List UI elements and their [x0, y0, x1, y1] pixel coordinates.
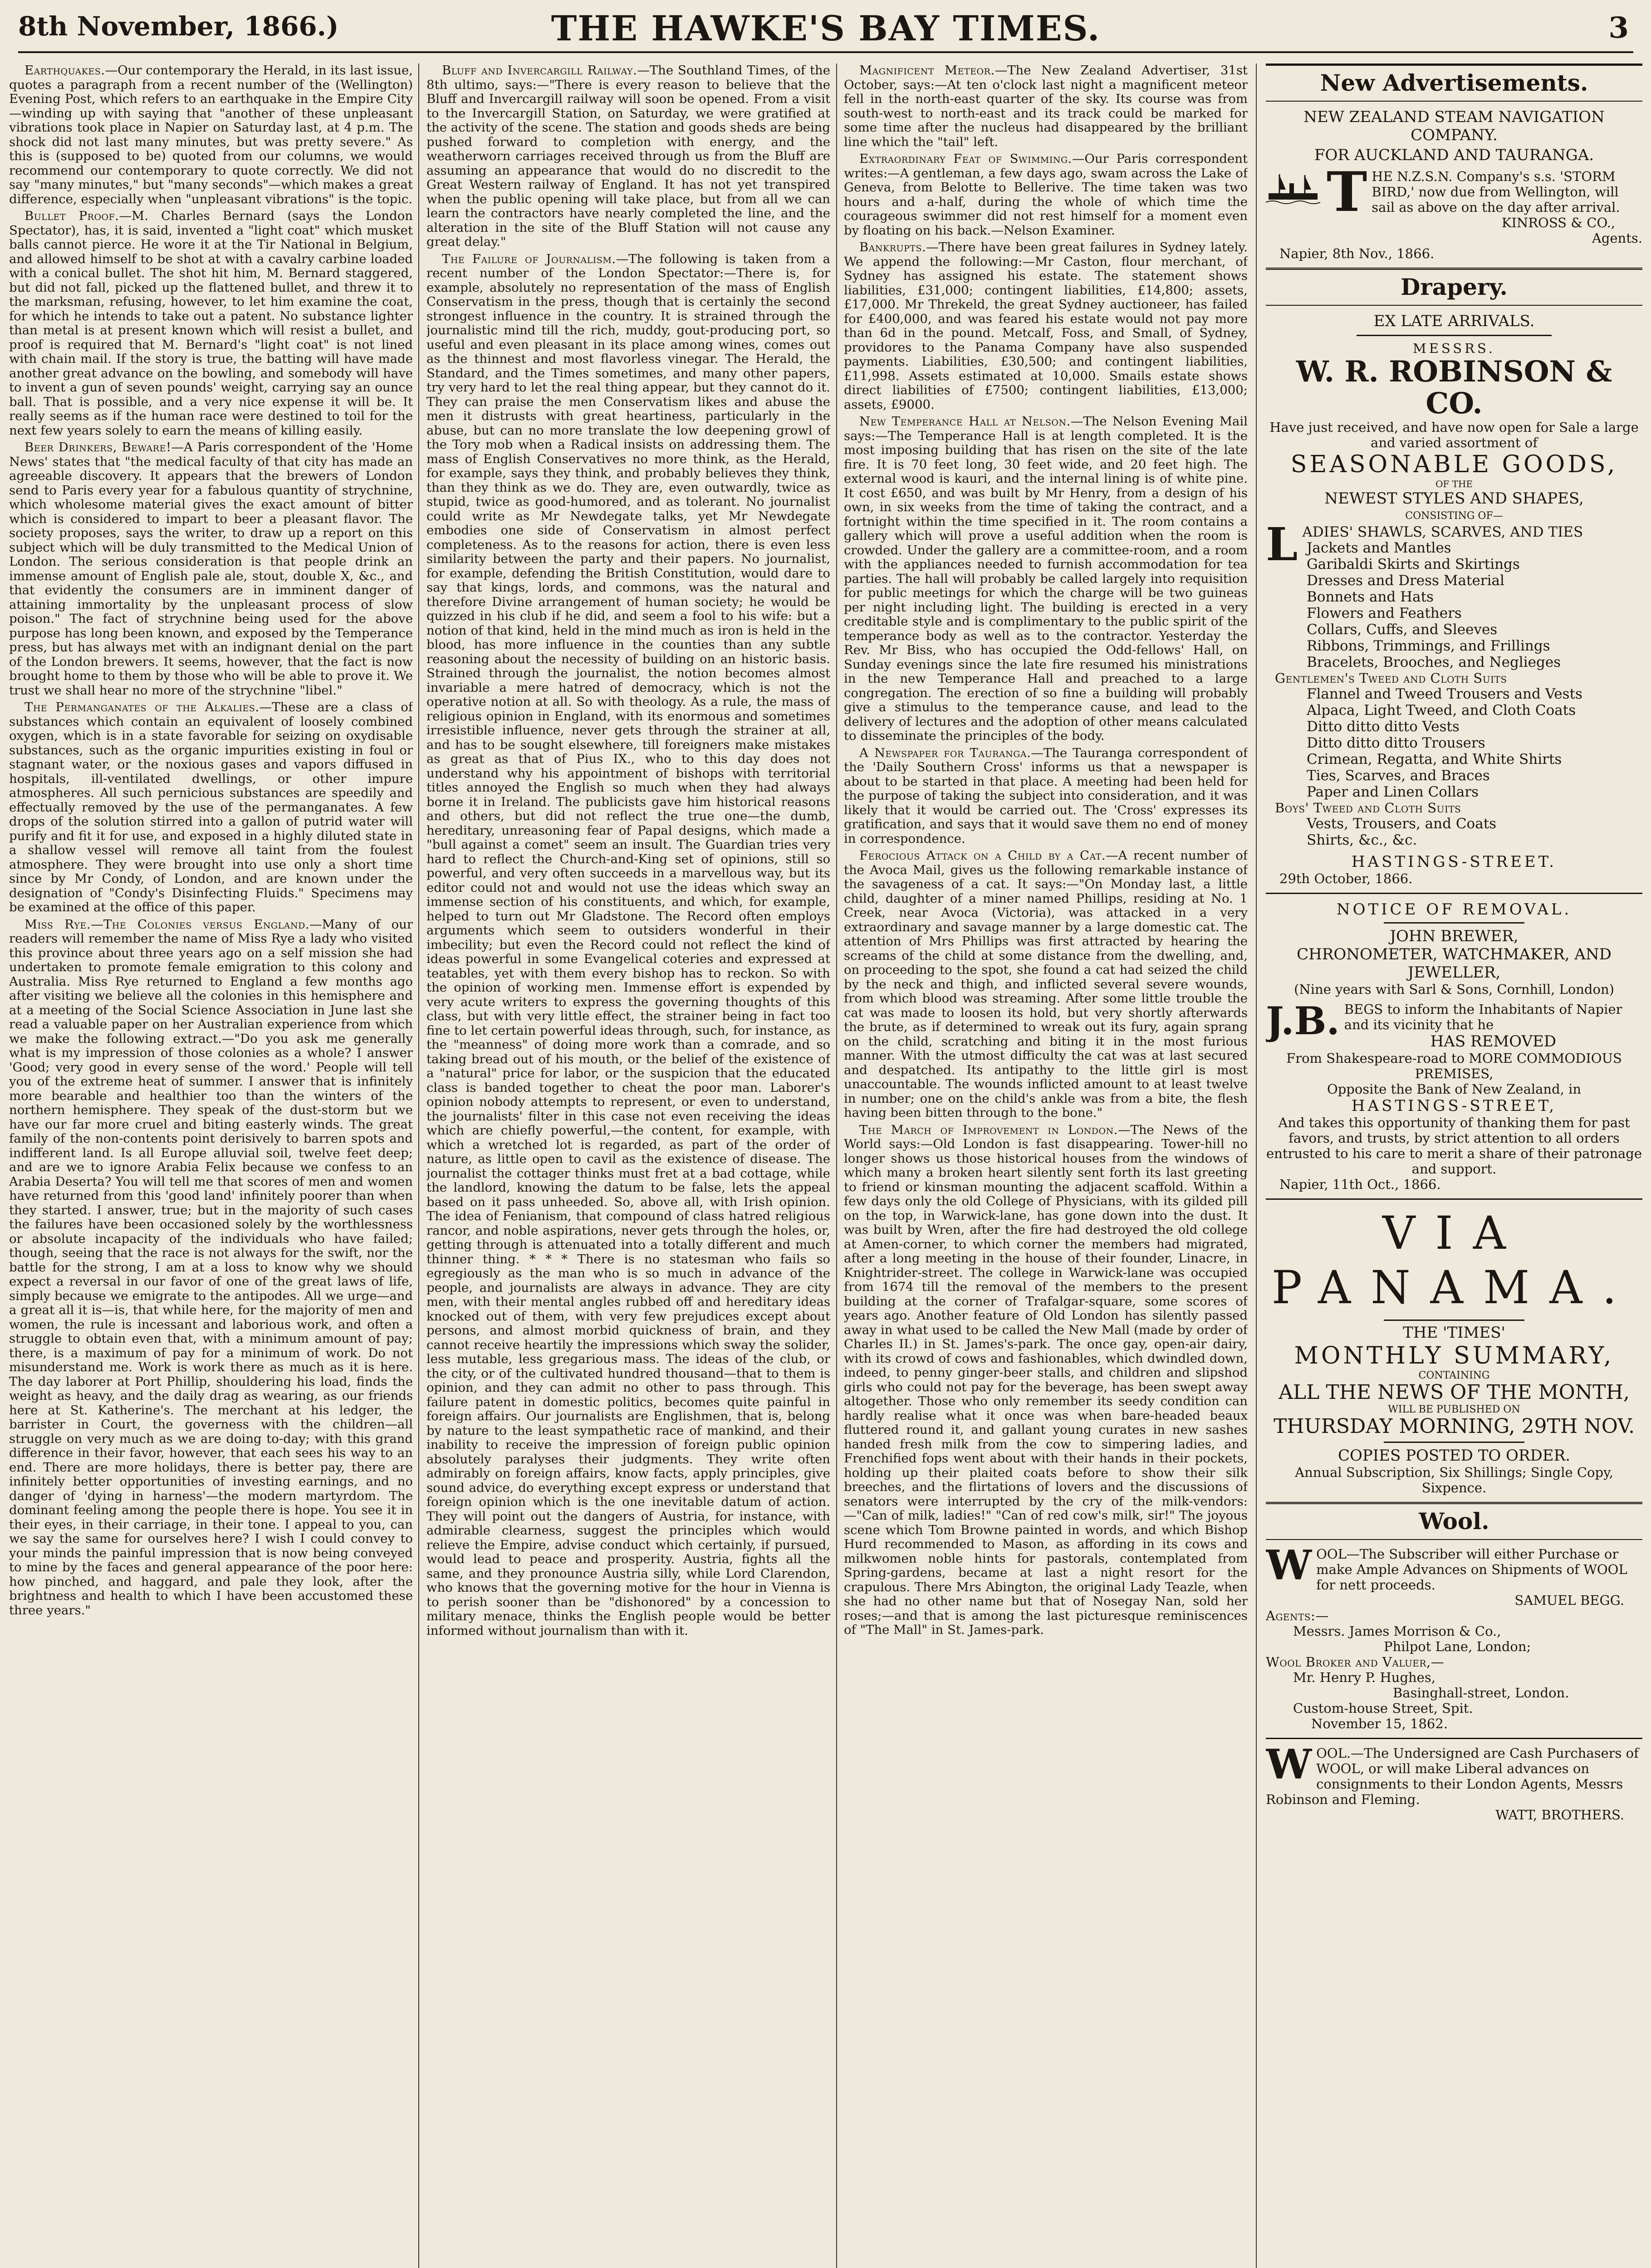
- ad-text: OOL.—The Undersigned are Cash Purchasers of WOOL, or will make Liberal advances on consignments to their London Agents, Messrs Robinson and Fleming.: [1266, 1745, 1639, 1807]
- article-heading: Extraordinary Feat of Swimming.: [859, 152, 1072, 166]
- drop-cap: W: [1266, 1541, 1312, 1589]
- drapery-list-gentlemen: [1266, 686, 1642, 800]
- ad-line: Messrs. James Morrison & Co.,: [1293, 1623, 1501, 1639]
- divider: [1266, 893, 1642, 894]
- ad-date: November 15, 1862.: [1311, 1716, 1448, 1731]
- ad-line: ALL THE NEWS OF THE MONTH,: [1279, 1381, 1630, 1404]
- ad-date: 29th October, 1866.: [1279, 871, 1413, 886]
- article: [844, 746, 1248, 846]
- list-item: Jackets and Mantles: [1307, 540, 1451, 556]
- article: [426, 64, 830, 249]
- ad-title: NOTICE OF REMOVAL.: [1336, 900, 1572, 919]
- advertisements-column: [1266, 64, 1642, 2268]
- ad-line: Agents:—: [1266, 1608, 1329, 1623]
- steam-navigation-ad: [1266, 108, 1642, 261]
- article-heading: Beer Drinkers, Beware!: [24, 440, 171, 455]
- news-column-1: [9, 64, 413, 2268]
- ad-signature: SAMUEL BEGG.: [1514, 1593, 1624, 1608]
- list-item: Ditto ditto ditto Vests: [1307, 719, 1460, 735]
- ad-line: Philpot Lane, London;: [1384, 1639, 1531, 1654]
- section-header-drapery: Drapery.: [1266, 268, 1642, 306]
- article-body: —There have been great failures in Sydney lately. We append the following:—Mr Caston, flour merchant, of Sydney has assigned his estate. The statement shows liabilities, £31,000; contingent liabilities, £14,800; assets, £17,000. Mr Threkeld, the great Sydney auctioneer, has failed for £400,000, and was feared his estate would not pay more than 6d in the pound. Metcalf, Foss, and Small, of Sydney, providores to the Panama Company have also suspended payments. Liabilities, £30,500; and contingent liabilities, £11,998. Assets estimated at 10,000. Smails estate shows direct liabilities of £7500; contingent liabilities, £13,000; assets, £9000.: [844, 240, 1248, 412]
- ad-date: Napier, 8th Nov., 1866.: [1279, 246, 1435, 261]
- divider: [1384, 922, 1524, 924]
- article: [844, 64, 1248, 149]
- ad-signature-role: Agents.: [1592, 230, 1642, 246]
- firm-name: W. R. ROBINSON & CO.: [1296, 355, 1612, 420]
- list-item: Ties, Scarves, and Braces: [1307, 767, 1490, 784]
- list-item: Bracelets, Brooches, and Neglieges: [1307, 654, 1561, 670]
- ad-text: Annual Subscription, Six Shillings; Single Copy, Sixpence.: [1295, 1465, 1613, 1496]
- ad-line: EX LATE ARRIVALS.: [1373, 312, 1535, 330]
- list-item: Shirts, &c., &c.: [1307, 832, 1417, 848]
- article-heading: Bankrupts.: [859, 240, 926, 254]
- drapery-list-boys: [1266, 816, 1642, 848]
- article-body: —Our contemporary the Herald, in its last issue, quotes a paragraph from a recent number of the (Wellington) Evening Post, which refers to an earthquake in the Empire City—winding up with saying that "another of these unpleasant vibrations took place in Napier on Saturday last, at 4 p.m. The shock did not last many minutes, but was pretty severe." As this is (supposed to be) quoted from our columns, we would recommend our contemporary to quote correctly. We did not say "many minutes," but "many seconds"—which makes a great difference, especially when "unpleasant vibrations" is the topic.: [9, 64, 413, 206]
- masthead: [18, 8, 1633, 53]
- column-rule: [418, 64, 419, 2268]
- ad-date: Napier, 11th Oct., 1866.: [1279, 1177, 1441, 1192]
- drop-cap: J.B.: [1266, 998, 1340, 1043]
- ad-signature: WATT, BROTHERS.: [1495, 1807, 1624, 1823]
- article: [9, 918, 413, 1618]
- article-heading: A Newspaper for Tauranga.: [859, 745, 1031, 760]
- ad-line: Mr. Henry P. Hughes,: [1293, 1670, 1435, 1685]
- list-item: Garibaldi Skirts and Skirtings: [1307, 556, 1520, 572]
- article-heading: Ferocious Attack on a Child by a Cat.: [859, 848, 1106, 863]
- divider: [1384, 1320, 1524, 1321]
- article-body: —The News of the World says:—Old London is fast disappearing. Tower-hill no longer shows us those historical houses from the windows of which many a broken heart silently sent forth its last greeting to friend or kinsman mounting the adjacent scaffold. Within a few days only the old College of Physicians, with its gilded pill on the top, in Warwick-lane, has gone down into the dust. It was built by Wren, after the fire had destroyed the old college at Amen-corner, to which corner the members had migrated, after a long meeting in the house of their founder, Linacre, in Knightrider-street. The college in Warwick-lane was occupied from 1674 till the removal of the members to the present building at the corner of Trafalgar-square, some scores of years ago. Another feature of Old London has silently passed away in what used to be called the New Mall (made by order of Charles II.) in St. James's-park. The once gay, open-air dairy, with its crowd of cows and fashionables, which dwindled down, indeed, to penny ginger-beer stalls, and children and slipshod girls who could not pay for the beverage, has been swept away altogether. Those who only remember its seedy condition can hardly realise what it once was when bare-headed beaux fluttered round it, and gallant young curates in new sashes handed fresh milk from the cow to simpering ladies, and Frenchified fops went about with their hands in their pockets, holding up their plaited coats before to show their silk breeches, and the flirtations of lovers and the discussions of senators were interrupted by the cry of the milk-vendors:—"Can of milk, ladies!" "Can of red cow's milk, sir!" The joyous scene which Tom Browne painted in words, and which Bishop Hurd recommended to Mason, as affording in its cows and milkwomen noble hints for pastorals, contemplated from Spring-gardens, became at last a night resort for the crapulous. There Mrs Abington, the original Lady Teazle, when she had no other name but that of Nosegay Nan, sold her roses;—and that is among the last picturesque reminiscences of "The Mall" in St. James-park.: [844, 1122, 1248, 1637]
- list-item: Paper and Linen Collars: [1307, 784, 1479, 800]
- drapery-list-ladies: [1266, 540, 1642, 670]
- drapery-ad: [1266, 312, 1642, 886]
- ad-line: NEW ZEALAND STEAM NAVIGATION COMPANY.: [1303, 108, 1605, 144]
- ad-signature: KINROSS & CO.,: [1501, 215, 1615, 230]
- article-body: —The Nelson Evening Mail says:—The Temperance Hall is at length completed. It is the most imposing building that has risen on the site of the late fire. It is 70 feet long, 30 feet wide, and 20 feet high. The external wood is kauri, and the internal lining is of white pine. It cost £650, and was built by Mr Henry, from a design of his own, in six weeks from the time of taking the contract, and a fortnight within the time specified in it. The room contains a gallery which will prove a useful addition when the room is crowded. Under the gallery are a committee-room, and a room with the appliances needed to furnish accommodation for tea parties. The hall will probably be called largely into requisition for public meetings for which the charge will be two guineas per night including light. The building is erected in a very creditable style and is complimentary to the public spirit of the temperance body as well as to the contractor. Yesterday the Rev. Mr Biss, who has occupied the Odd-fellows' Hall, on Sunday evenings since the late fire resumed his ministrations in the new Temperance Hall and preached to a large congregation. The erection of so fine a building will probably give a stimulus to the temperance cause, and lead to the delivery of lectures and the adoption of other means calculated to disseminate the principles of the body.: [844, 414, 1248, 743]
- article-heading: New Temperance Hall at Nelson.: [859, 414, 1071, 429]
- ad-line: HAS REMOVED: [1430, 1032, 1557, 1051]
- ad-line: WILL BE PUBLISHED ON: [1388, 1404, 1520, 1415]
- article-body: —The New Zealand Advertiser, 31st October, says:—At ten o'clock last night a magnificent meteor fell in the north-east quarter of the sky. Its course was from south-west to north-east and its track could be marked for some time after the nucleus had disappeared by the brilliant line which the "tail" left.: [844, 64, 1248, 149]
- drop-cap: W: [1266, 1740, 1312, 1789]
- list-item: Ditto ditto ditto Trousers: [1307, 735, 1485, 751]
- wool-ad-watt: [1266, 1740, 1642, 1823]
- ad-line: CONSISTING OF—: [1405, 510, 1503, 522]
- ad-line: NEWEST STYLES AND SHAPES,: [1324, 489, 1584, 508]
- article: [9, 209, 413, 438]
- newspaper-title: THE HAWKE'S BAY TIMES.: [551, 8, 1101, 49]
- ad-text: OOL—The Subscriber will either Purchase or make Ample Advances on Shipments of WOOL for nett proceeds.: [1316, 1546, 1627, 1593]
- list-item: Flowers and Feathers: [1307, 605, 1462, 621]
- divider: [1266, 1738, 1642, 1739]
- ad-text: And takes this opportunity of thanking them for past favors, and trusts, by strict attention to all orders entrusted to his care to merit a share of their patronage and support.: [1266, 1115, 1642, 1177]
- article-heading: The Failure of Journalism.: [442, 251, 616, 266]
- ad-line: CONTAINING: [1418, 1370, 1490, 1381]
- article: [9, 64, 413, 206]
- article: [9, 440, 413, 698]
- list-item: Ribbons, Trimmings, and Frillings: [1307, 638, 1550, 654]
- ad-body: [1266, 1541, 1642, 1593]
- wool-ad-begg: [1266, 1541, 1642, 1731]
- section-header-new-advertisements: New Advertisements.: [1266, 64, 1642, 102]
- article-body: —Our Paris correspondent writes:—A gentleman, a few days ago, swam across the Lake of Geneva, from Belotte to Bellerive. The time taken was two hours and a-half, during the whole of which time the courageous swimmer did not rest himself for a moment even by floating on his back.—Nelson Examiner.: [844, 152, 1248, 238]
- removal-notice-ad: [1266, 900, 1642, 1192]
- divider: [1266, 1198, 1642, 1200]
- article-heading: Bullet Proof.: [24, 209, 119, 223]
- article-body: —These are a class of substances which contain an equivalent of loosely combined oxygen, which is in a state favorable for seizing on oxydisable substances, such as the organic impurities existing in foul or stagnant water, or the noxious gases and vapors diffused in hospitals, ill-ventilated dwellings, or other impure atmospheres. All such pernicious substances are speedily and effectually removed by the use of the permanganates. A few drops of the solution stirred into a gallon of putrid water will purify and fit it for use, and exposed in a highly diluted state in a shallow vessel will remove all taint from the foulest atmosphere. They were brought into use only a short time since by Mr Condy, of London, and are known under the designation of "Condy's Disinfecting Fluids." Specimens may be examined at the office of this paper.: [9, 700, 413, 914]
- ad-line: Basinghall-street, London.: [1393, 1685, 1569, 1701]
- list-item: Flannel and Tweed Trousers and Vests: [1307, 686, 1582, 702]
- article-body: —The Southland Times, of the 8th ultimo, says:—"There is every reason to believe that the Bluff and Invercargill railway will soon be opened. From a visit to the Invercargill Station, on Saturday, we were gratified at the activity of the scene. The station and goods sheds are being pushed forward to completion with energy, and the weatherworn carriages received through us from the Bluff are assuming an appearance that would do no discredit to the Great Western railway of England. It has not yet transpired when the public opening will take place, but from all we can learn the contractors have nearly completed the line, and the alteration in the site of the Bluff Station will not cause any great delay.": [426, 64, 830, 249]
- ad-line: HASTINGS-STREET,: [1351, 1097, 1557, 1115]
- ad-text: Have just received, and have now open for Sale a large and varied assortment of: [1269, 420, 1639, 450]
- list-item: Vests, Trousers, and Coats: [1307, 816, 1497, 832]
- list-item: Collars, Cuffs, and Sleeves: [1307, 621, 1498, 638]
- page-number: 3: [1608, 11, 1629, 45]
- ad-line: MESSRS.: [1413, 341, 1495, 356]
- news-column-3: [844, 64, 1248, 2268]
- steamship-icon: [1266, 171, 1320, 205]
- column-rule: [836, 64, 837, 2268]
- ad-line: FOR AUCKLAND AND TAURANGA.: [1314, 146, 1594, 164]
- article-body: —Many of our readers will remember the name of Miss Rye a lady who visited this province about three years ago on a self mission she had undertaken to promote female emigration to this colony and Australia. Miss Rye returned to England a few months ago after visiting we believe all the colonies in this hemisphere and at a meeting of the Social Science Association in June last she read a valuable paper on her Australian experience from which we make the following extract.—"Do you ask me generally what is my impression of those colonies as a whole? I answer 'Good; very good in every sense of the word.' People will tell you of the extreme heat of summer. I answer that is infinitely more bearable and healthier too than the winters of the northern hemisphere. They speak of the dust-storm but we have our far more cruel and biting easterly winds. The great family of the non-contents point derisively to barren spots and indifferent land. Is all Europe alluvial soil, twelve feet deep; and are we to ignore Arabia Felix because we confess to an Arabia Deserta? You will tell me that scores of men and women have returned from this 'good land' infinitely poorer than when they started. I answer, true; but in the majority of such cases the failures have been occasioned solely by the worthlessness or absolute incapacity of the individuals who have failed; though, seeing that the race is not always for the swift, nor the battle for the strong, I am at a loss to know why we should expect a reversal in our favor of one of the great laws of life, simply because we emigrate to the antipodes. All we urge—and a great all it is—is, that while here, for the majority of men and women, the rule is incessant and laborious work, and often a struggle to obtain even that, with a minimum amount of pay; there, is a maximum of pay for a minimum of work. Do not misunderstand me. Work is work there as much as it is here. The day laborer at Port Phillip, shouldering his load, finds the weight as heavy, and the daily drag as wearing, as our friends here at St. Katherine's. The merchant at his ledger, the barrister in Court, the governess with the children—all struggle on very much as we are doing to-day; with this grand difference in their favor, however, that each sees his way to an end. There are more holidays, there is better pay, there are infinitely better opportunities of investing earnings, and no danger of 'dying in harness'—the modern martyrdom. The dominant feeling among the people there is hope. You see it in their eyes, in their carriage, in their tone. I appeal to you, can we say the same for ourselves here? I wish I could convey to your minds the painful impression that is now being conveyed to mine by the faces and general appearance of the poor here: how pinched, and haggard, and pale they look, after the brightness and health to which I have been accustomed these three years.": [9, 917, 413, 1618]
- ad-line: JOHN BREWER,: [1390, 927, 1519, 945]
- ad-line: THURSDAY MORNING, 29TH NOV.: [1273, 1415, 1635, 1438]
- ad-line: Wool Broker and Valuer,—: [1266, 1654, 1445, 1670]
- article: [844, 1123, 1248, 1637]
- news-column-2: [426, 64, 830, 2268]
- ad-line: SEASONABLE GOODS,: [1290, 451, 1618, 478]
- article-heading: Bluff and Invercargill Railway.: [442, 64, 637, 78]
- list-item: ADIES' SHAWLS, SCARVES, AND TIES: [1302, 524, 1583, 540]
- list-item: Crimean, Regatta, and White Shirts: [1307, 751, 1562, 767]
- article-body: —M. Charles Bernard (says the London Spectator), has, it is said, invented a "light coat" which musket balls cannot pierce. He wore it at the Tir National in Belgium, and allowed himself to be shot at with a cavalry carbine loaded with a conical bullet. The shot hit him, M. Bernard staggered, but did not fall, picked up the flattened bullet, and threw it to the marksman, refusing, however, to let him examine the coat, for which he intends to take out a patent. No substance lighter than metal is at present known which will resist a bullet, and proof is required that M. Bernard's "light coat" is not lined with chain mail. If the story is true, the batting will have made another great advance on the bowling, and somebody will have to invent a gun of seven pounds' weight, carrying say an ounce ball. That is possible, and a very nice expense it will be. It really seems as if the human race were destined to toil for the next few years solely to earn the means of killing easily.: [9, 209, 413, 438]
- article: [9, 700, 413, 915]
- article-heading: The Permanganates of the Alkalies.: [24, 700, 260, 714]
- issue-date: 8th November, 1866.): [18, 11, 339, 42]
- drop-cap: L: [1266, 518, 1298, 571]
- ad-text: HE N.Z.S.N. Company's s.s. 'STORM BIRD,' now due from Wellington, will sail as above on the day after arrival.: [1372, 169, 1620, 215]
- ad-line: HASTINGS-STREET.: [1351, 853, 1557, 871]
- ad-line: OF THE: [1435, 479, 1473, 489]
- ad-line: Opposite the Bank of New Zealand, in: [1327, 1081, 1582, 1097]
- ad-line: COPIES POSTED TO ORDER.: [1337, 1447, 1571, 1465]
- ad-text: BEGS to inform the Inhabitants of Napier and its vicinity that he: [1344, 1002, 1622, 1032]
- article: [844, 240, 1248, 412]
- panama-summary-ad: [1266, 1206, 1642, 1496]
- divider: [1357, 335, 1552, 336]
- list-item: Dresses and Dress Material: [1307, 572, 1504, 589]
- article-body: —The Tauranga correspondent of the 'Daily Southern Cross' informs us that a newspaper is about to be started in that place. A meeting had been held for the purpose of taking the subject into consideration, and it was likely that it would be carried out. The 'Cross' expresses its gratification, and says that it would save them no end of money in correspondence.: [844, 745, 1248, 846]
- drop-cap: T: [1327, 160, 1367, 224]
- ad-line: MONTHLY SUMMARY,: [1294, 1342, 1614, 1369]
- ad-line: THE 'TIMES': [1403, 1324, 1505, 1342]
- ad-line: (Nine years with Sarl & Sons, Cornhill, London): [1294, 982, 1614, 997]
- article-heading: Earthquakes.: [24, 64, 105, 78]
- ad-banner: VIA PANAMA.: [1271, 1207, 1637, 1314]
- list-item: Bonnets and Hats: [1307, 589, 1434, 605]
- section-header-wool: Wool.: [1266, 1502, 1642, 1540]
- column-rule: [1256, 64, 1257, 2268]
- ad-line: From Shakespeare-road to MORE COMMODIOUS PREMISES,: [1286, 1051, 1622, 1081]
- article: [844, 152, 1248, 238]
- article-heading: Magnificent Meteor.: [859, 64, 995, 78]
- ad-body: [1266, 1740, 1642, 1807]
- article-heading: Miss Rye.—The Colonies versus England.: [24, 917, 310, 932]
- ad-line: Custom-house Street, Spit.: [1293, 1701, 1473, 1716]
- list-heading: Boys' Tweed and Cloth Suits: [1275, 800, 1461, 816]
- article-body: —The following is taken from a recent number of the London Spectator:—There is, for example, absolutely no representation of the mass of English Conservatism in the press, though that is certainly the second strongest influence in the country. It is strained through the journalistic mind till the rich, muddy, gout-producing port, so useful and even pleasant in its place among wines, comes out as the thinnest and most flavorless vinegar. The Herald, the Standard, and the Times sometimes, and many other papers, try very hard to let the real thing appear, but they cannot do it. They can praise the men Conservatism likes and abuse the men it distrusts with great heartiness, particularly in the abuse, but can no more translate the low deepening growl of the Tory mob when a Radical insists on addressing them. The mass of English Conservatives no more think, as the Herald, for example, says they think, and probably believes they think, than they think as we do. They are, even outwardly, twice as stupid, twice as good-humored, and as tolerant. No journalist could write as Mr Newdegate talks, yet Mr Newdegate embodies one side of Conservatism in almost perfect completeness. As to the reasons for action, there is even less similarity between the party and their papers. No journalist, for example, defending the British Constitution, would dare to say that kings, lords, and commons, was the natural and therefore Divine arrangement of human society; he would be quizzed in his club if he did, and seem a fool to his wife: but a notion of that kind, held in the mind much as iron is held in the blood, has more influence in the counties than any subtle reasoning about the necessity of building on an historic basis. Strained through the journalist, the notion becomes almost invariable a mere hatred of democracy, which is not the operative notion at all. So with theology. As a rule, the mass of religious opinion in England, with its enormous and sometimes irresistible influence, never gets through the strainer at all, and has to be sought elsewhere, till foreigners make mistakes as great as that of Pius IX., who to this day does not understand why his appointment of bishops with territorial titles annoyed the English so much when they had always borne it in Ireland. The publicists gave him historical reasons and others, but did not reflect the true one—the dumb, hereditary, unreasoning fear of Papal designs, which made a "bull against a comet" seem an insult. The Guardian tries very hard to reflect the Church-and-King set of opinions, still so powerful, and very often succeeds in a marvellous way, but its editor could not and would not use the ideas which sway an immense section of his constituents, and which, for example, helped to turn out Mr Gladstone. The Record often employs arguments which seem to outsiders wonderful in their imbecility; but even the Record could not reflect the kind of ideas powerful in some Evangelical coteries and expressed at teatables, yet with them every bishop has to reckon. So with the opinion of working men. Immense effort is expended by very acute writers to express the governing thoughts of this class, but with very little effect, the strainer being in fact too fine to let certain powerful ideas through, such, for instance, as the "meanness" of doing more work than a comrade, and so taking bread out of his mouth, or the belief of the existence of a "natural" price for labor, or the suspicion that the educated class is banded together to cheat the poor man. Laborer's opinion nobody attempts to represent, or even to understand, the journalists' filter in this case not even receiving the ideas which are chiefly powerful,—the content, for example, with which a wretched lot is regarded, as part of the order of nature, as little open to cavil as the existence of disease. The journalist the cottager thinks must fret at a bad cottage, while the landlord, knowing the datum to be false, lets the appeal based on it pass unheeded. So, above all, with Irish opinion. The idea of Fenianism, that compound of class hatred religious rancor, and noble aspirations, never gets through the holes, or, getting through is attenuated into a totally different and much thinner thing. * * * There is no statesman who fails so egregiously as the man who is so much in advance of the people, and journalists are always in advance. They are city men, with their mental angles rubbed off and hereditary ideas knocked out of them, with very few prejudices except about persons, and almost morbid quickness of brain, and they cannot receive heartily the impressions which sway the solider, less mutable, less gregarious mass. The ideas of the club, or the city, or of the cultivated hundred thousand—that to them is opinion, and they can admit no other to pass through. This failure patent in domestic politics, becomes quite painful in foreign affairs. Our journalists are Englishmen, that is, belong by nature to the least sympathetic race of mankind, and their inability to receive the impression of foreign public opinion absolutely paralyses their judgments. They write often admirably on foreign affairs, know facts, apply principles, give sound advice, do everything except express or understand that foreign opinion which is the one inevitable datum of action. They will point out the dangers of Austria, for instance, with admirable clearness, suggest the principles which would relieve the Empire, advise conduct which certainly, if pursued, would lead to peace and prosperity. Austria, fights all the same, and they pronounce Austria silly, while Lord Clarendon, who knows that the governing motive for the hour in Vienna is to perish sooner than be "dishonored" by a concession to military menace, thinks the English people would be better informed without journalism than with it.: [426, 251, 830, 1638]
- article: [426, 252, 830, 1638]
- article-heading: The March of Improvement in London.: [859, 1122, 1118, 1137]
- article: [844, 849, 1248, 1120]
- ad-line: CHRONOMETER, WATCHMAKER, AND JEWELLER,: [1297, 945, 1612, 982]
- list-heading: Gentlemen's Tweed and Cloth Suits: [1275, 670, 1507, 686]
- article-body: —A recent number of the Avoca Mail, gives us the following remarkable instance of the savageness of a cat. It says:—"On Monday last, a little child, daughter of a miner named Phillips, residing at No. 1 Creek, near Avoca (Victoria), was attacked in a very extraordinary and savage manner by a large domestic cat. The attention of Mrs Phillips was first attracted by hearing the screams of the child at some distance from the dwelling, and, on proceeding to the spot, she found a cat had seized the child by the neck and thigh, and inflicted several severe wounds, from which blood was streaming. After some little trouble the cat was made to loosen its hold, but very shortly afterwards the brute, as if determined to wreak out its fury, again sprang on the child, scratching and biting it in the most furious manner. With the utmost difficulty the cat was at last secured and despatched. Its antipathy to the little girl is most unaccountable. The wounds inflicted amount to at least twelve in number; one on the child's ankle was from a bite, the flesh having been bitten through to the bone.": [844, 848, 1248, 1120]
- list-item: Alpaca, Light Tweed, and Cloth Coats: [1307, 702, 1576, 719]
- article-body: —A Paris correspondent of the 'Home News' states that "the medical faculty of that city has made an agreeable discovery. It appears that the brewers of London send to Paris every year for a fabulous quantity of strychnine, which wholesome material gives the exact amount of bitter which is considered to impart to beer a pleasant flavor. The society proposes, says the writer, to draw up a report on this subject which will be duly transmitted to the Medical Union of London. The serious consideration is that people drink an immense amount of English pale ale, stout, double X, &c., and that evidently the consumers are in imminent danger of attaining immortality by the unpleasant process of slow poison." The fact of strychnine being used for the above purpose has long been known, and exposed by the Temperance press, but has always met with an indignant denial on the part of the London brewers. It seems, however, that the fact is now brought home to them by those who will be able to prove it. We trust we shall hear no more of the strychnine "libel.": [9, 440, 413, 698]
- divider: [1384, 1442, 1524, 1443]
- article: [844, 415, 1248, 743]
